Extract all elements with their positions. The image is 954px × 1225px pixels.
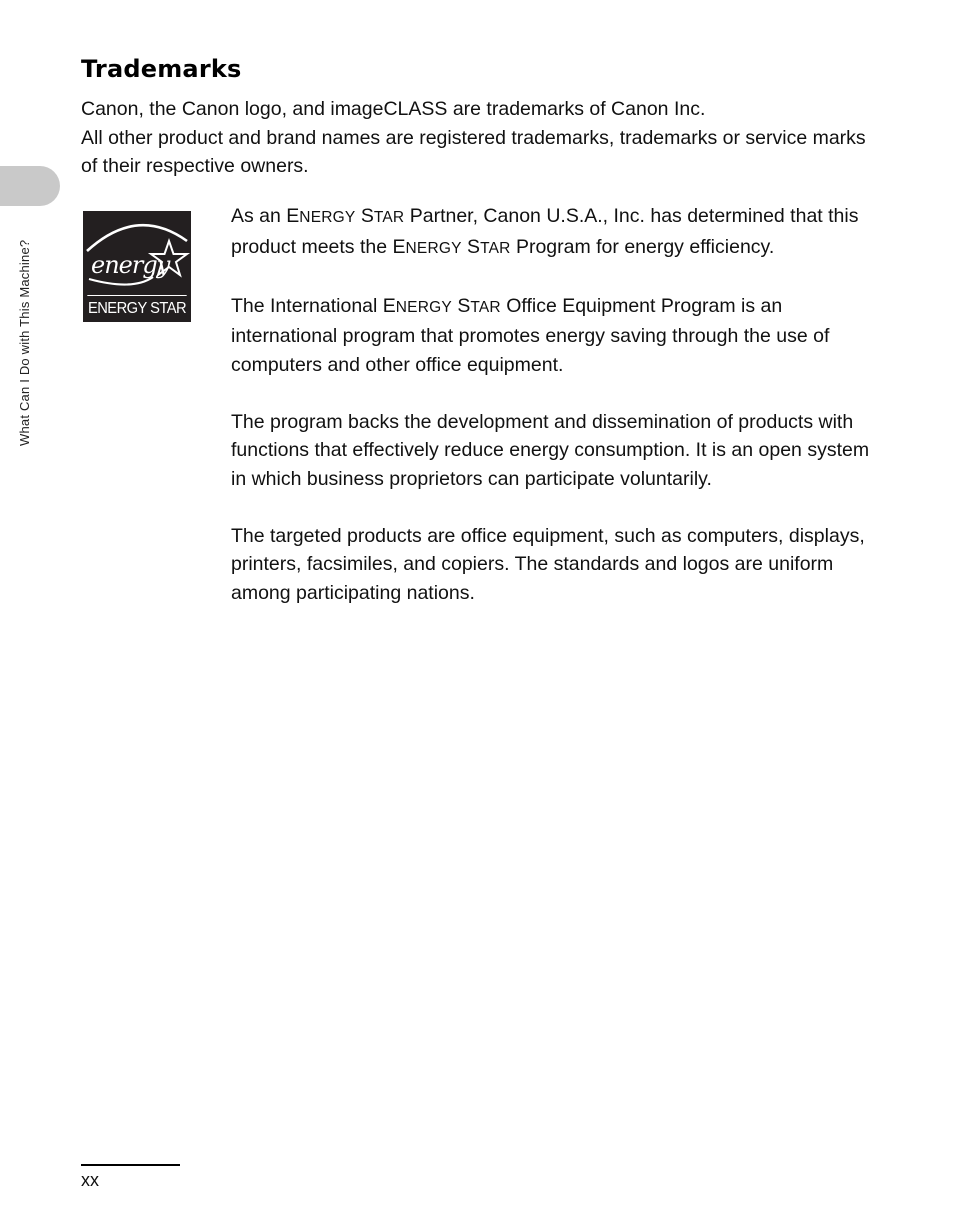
intro-line-1: Canon, the Canon logo, and imageCLASS are trademarks of Canon Inc. xyxy=(81,98,706,120)
paragraph-program: The International ENERGY STAR Office Equipment Program is an international program that promotes energy saving through the use of computers and other office equipment. xyxy=(231,294,830,376)
paragraph-targeted-products: The targeted products are office equipment, such as computers, displays, printers, facsimiles, and copiers. The standards and logos are uniform among participating nations. xyxy=(231,524,865,604)
energy-star-text xyxy=(231,202,881,636)
logo-script-text: energy xyxy=(91,251,170,279)
chapter-tab-label: What Can I Do with This Machine? xyxy=(17,239,32,446)
energy-star-logo xyxy=(83,211,191,322)
energy-star-emblem-icon xyxy=(83,211,191,296)
intro-text xyxy=(81,95,881,181)
page-number: xx xyxy=(81,1170,99,1190)
chapter-tab xyxy=(0,166,60,206)
paragraph-development: The program backs the development and dissemination of products with functions that effectively reduce energy consumption. It is an open system in which business proprietors can participate voluntarily. xyxy=(231,410,870,490)
intro-line-2: All other product and brand names are registered trademarks, trademarks or service marks of their respective owners. xyxy=(81,126,866,177)
page-title: Trademarks xyxy=(81,55,242,83)
paragraph-partner: As an ENERGY STAR Partner, Canon U.S.A., Inc. has determined that this product meets the ENERGY STAR Program for energy efficiency. xyxy=(231,205,859,258)
logo-caption: ENERGY STAR xyxy=(87,295,186,322)
footer-rule xyxy=(81,1164,180,1166)
